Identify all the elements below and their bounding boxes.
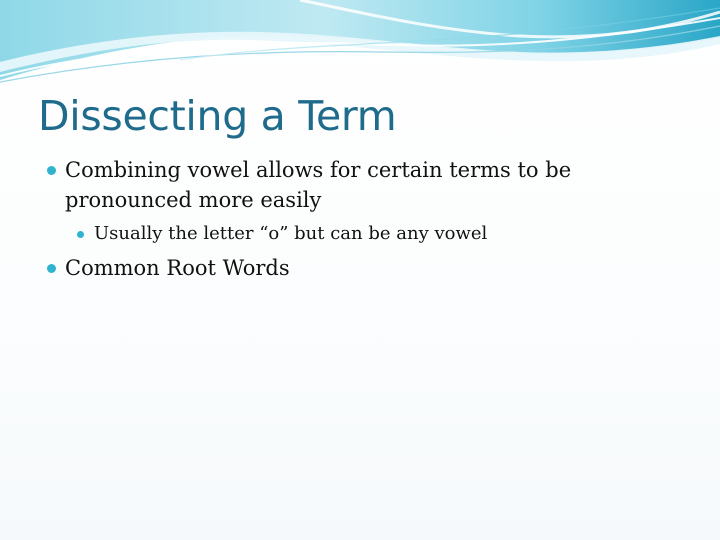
bullet-list — [46, 155, 676, 289]
bullet-dot-icon — [77, 231, 84, 238]
bullet-dot-icon — [47, 264, 56, 273]
wave-header-decoration — [0, 0, 720, 90]
bullet-dot-icon — [47, 166, 56, 175]
bullet-item — [46, 253, 676, 283]
bullet-text: Combining vowel allows for certain terms to be pronounced more easily — [65, 158, 572, 212]
sub-bullet-item — [46, 221, 676, 247]
bullet-text: Common Root Words — [65, 256, 290, 280]
bullet-item — [46, 155, 676, 215]
slide-title: Dissecting a Term — [38, 92, 397, 140]
sub-bullet-text: Usually the letter “o” but can be any vowel — [94, 223, 488, 244]
